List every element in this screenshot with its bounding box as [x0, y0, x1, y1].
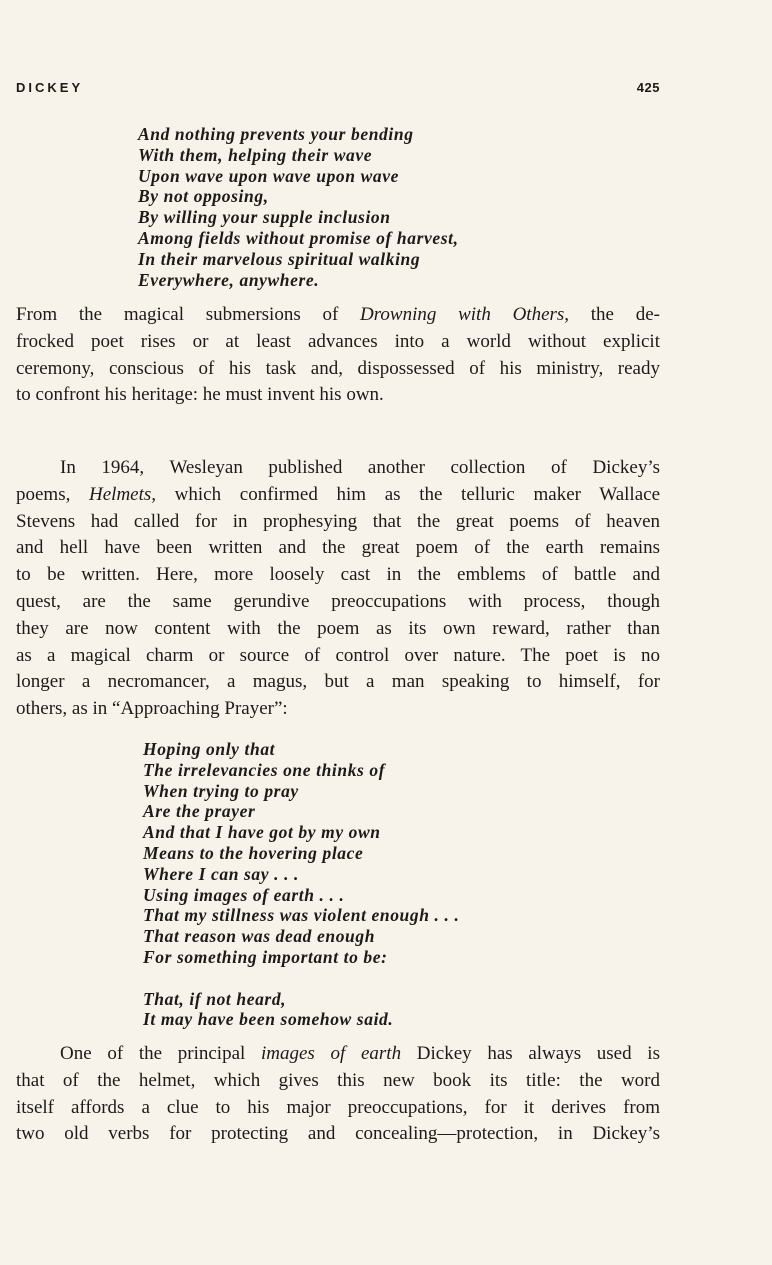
- paragraph-line: quest, are the same gerundive preoccupations with process, though: [16, 590, 660, 612]
- verse-line: And that I have got by my own: [143, 822, 381, 843]
- verse-line: That reason was dead enough: [143, 926, 376, 947]
- paragraph-line: From the magical submersions of Drowning with Others, the de-: [16, 304, 660, 325]
- paragraph-line: itself affords a clue to his major preoccupations, for it derives from: [16, 1096, 660, 1118]
- verse-quote-2: [143, 739, 459, 1030]
- page-number: 425: [636, 80, 660, 95]
- verse-line: By willing your supple inclusion: [138, 207, 391, 228]
- paragraph-3: [16, 1041, 660, 1148]
- book-title-italic: Helmets,: [89, 483, 157, 505]
- verse-line: Upon wave upon wave upon wave: [138, 165, 399, 186]
- verse-line: That, if not heard,: [143, 988, 287, 1009]
- paragraph-line: Stevens had called for in prophesying that the great poems of heaven: [16, 510, 660, 532]
- book-title-italic: Drowning with Others,: [360, 304, 570, 325]
- verse-line: With them, helping their wave: [138, 144, 373, 165]
- running-head: [16, 80, 660, 95]
- paragraph-line: One of the principal images of earth Dickey has always used is: [60, 1043, 660, 1064]
- verse-line: That my stillness was violent enough . . .: [143, 905, 460, 926]
- quoted-phrase-italic: images of earth: [260, 1043, 402, 1064]
- verse-line: Using images of earth . . .: [143, 884, 345, 905]
- verse-line: Everywhere, anywhere.: [138, 269, 320, 290]
- verse-line: For something important to be:: [143, 946, 388, 967]
- paragraph-line: poems, Helmets, which confirmed him as the telluric maker Wallace: [16, 483, 661, 505]
- verse-line: It may have been somehow said.: [143, 1009, 394, 1030]
- paragraph-line: as a magical charm or source of control over nature. The poet is no: [16, 644, 660, 666]
- paragraph-line: and hell have been written and the great poem of the earth remains: [16, 537, 660, 559]
- paragraph-1: [16, 302, 660, 409]
- paragraph-line: that of the helmet, which gives this new book its title: the word: [16, 1069, 660, 1091]
- paragraph-2: [16, 455, 660, 723]
- paragraph-line: In 1964, Wesleyan published another collection of Dickey’s: [60, 457, 660, 478]
- verse-quote-1: [138, 124, 459, 290]
- paragraph-line: longer a necromancer, a magus, but a man speaking to himself, for: [16, 671, 660, 693]
- stanza-break: [143, 968, 459, 989]
- verse-line: And nothing prevents your bending: [138, 124, 414, 144]
- verse-line: Are the prayer: [143, 801, 256, 822]
- paragraph-line: ceremony, conscious of his task and, dispossessed of his ministry, ready: [16, 357, 660, 379]
- verse-line: Where I can say . . .: [143, 863, 300, 884]
- verse-line: Means to the hovering place: [143, 842, 364, 863]
- paragraph-line: they are now content with the poem as its own reward, rather than: [16, 617, 660, 639]
- verse-line: When trying to pray: [143, 780, 299, 801]
- paragraph-line: others, as in “Approaching Prayer”:: [16, 698, 288, 720]
- paragraph-line: two old verbs for protecting and concealing—protection, in Dickey’s: [16, 1123, 660, 1145]
- verse-line: The irrelevancies one thinks of: [143, 759, 386, 780]
- paragraph-line: frocked poet rises or at least advances into a world without explicit: [16, 330, 660, 352]
- running-head-author: DICKEY: [16, 80, 84, 95]
- verse-line: Among fields without promise of harvest,: [138, 227, 459, 248]
- verse-line: Hoping only that: [143, 739, 276, 759]
- paragraph-line: to confront his heritage: he must invent his own.: [16, 384, 384, 406]
- verse-line: By not opposing,: [138, 186, 269, 207]
- verse-line: In their marvelous spiritual walking: [138, 248, 421, 269]
- paragraph-line: to be written. Here, more loosely cast in the emblems of battle and: [16, 564, 660, 586]
